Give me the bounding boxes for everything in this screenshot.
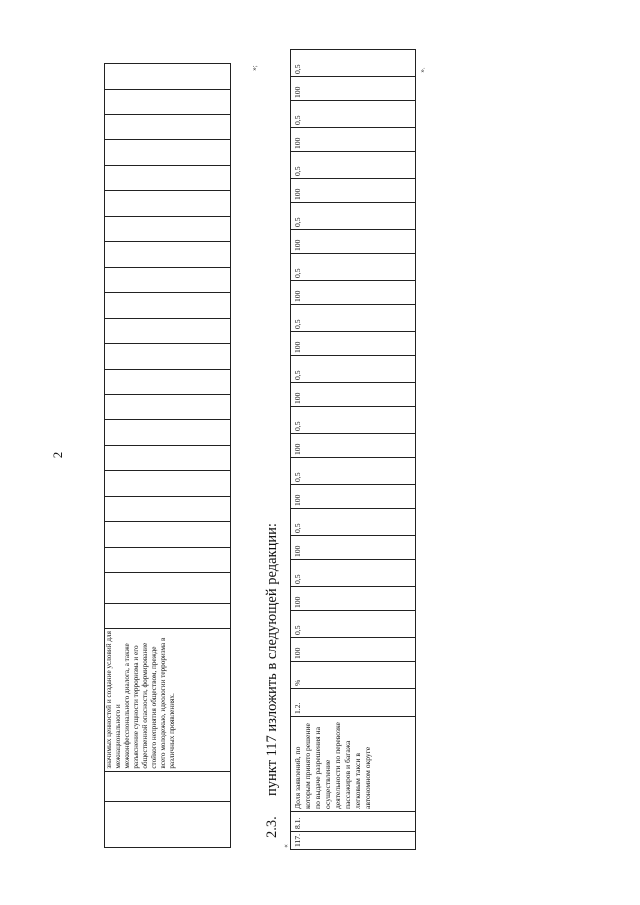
- value-cell: 0,5: [291, 305, 416, 332]
- close-quote-mark: ».: [418, 67, 427, 73]
- value-cell: 100: [291, 128, 416, 152]
- table-cell: [105, 165, 231, 190]
- table-cell: [105, 369, 231, 394]
- value-cell: 0,5: [291, 407, 416, 434]
- table-row: [105, 64, 231, 848]
- value-cell: 100: [291, 587, 416, 611]
- unit-cell: %: [291, 662, 416, 689]
- table-cell: [105, 496, 231, 521]
- end-quote-mark: »;: [250, 65, 259, 71]
- table-cell: [105, 318, 231, 343]
- table-cell: [105, 267, 231, 292]
- continuation-table: [104, 63, 231, 848]
- table-cell: [105, 547, 231, 572]
- table-row: [291, 50, 416, 850]
- value-cell: 0,5: [291, 356, 416, 383]
- heading-number: 2.3.: [264, 816, 280, 838]
- value-cell: 0,5: [291, 611, 416, 638]
- row-number: 117.: [291, 832, 416, 850]
- table-cell: [105, 420, 231, 445]
- open-quote-mark: «: [281, 844, 290, 848]
- table-cell: [105, 603, 231, 628]
- value-cell: 100: [291, 230, 416, 254]
- table-cell: [105, 471, 231, 496]
- table-cell: [105, 64, 231, 90]
- value-cell: 0,5: [291, 509, 416, 536]
- value-cell: 0,5: [291, 458, 416, 485]
- table-cell: [105, 140, 231, 165]
- indicator-name: Доля заявлений, по которым принято решение по выдаче разрешения на осуществление деятельности по перевозке пассажиров и багажа легковым такси в автономном округе: [291, 717, 416, 812]
- value-cell: 0,5: [291, 560, 416, 587]
- table-cell: [105, 771, 231, 802]
- item-117-table: [290, 49, 416, 850]
- value-cell: 100: [291, 383, 416, 407]
- value-cell: 100: [291, 332, 416, 356]
- table-cell: [105, 802, 231, 848]
- table-cell: [105, 394, 231, 419]
- page-number: 2: [50, 451, 65, 459]
- table-cell: [105, 114, 231, 139]
- value-cell: 100: [291, 536, 416, 560]
- table-cell: [105, 445, 231, 470]
- description-cell: значимых ценностей и создание условий для межнационального и межконфессионального диалога, а также разъяснение сущности терроризма и его общественной опасности, формирование стойкого неприятия обществом, прежде всего молодежью, идеологии терроризма в различных проявлениях.: [105, 629, 231, 772]
- table-cell: [105, 293, 231, 318]
- value-cell: 100: [291, 179, 416, 203]
- value-cell: 0,5: [291, 152, 416, 179]
- value-cell: 0,5: [291, 50, 416, 77]
- code-cell: 1.2.: [291, 689, 416, 717]
- subnumber: 8.1.: [291, 812, 416, 832]
- table-cell: [105, 573, 231, 604]
- value-cell: 0,5: [291, 101, 416, 128]
- table-cell: [105, 191, 231, 216]
- table-cell: [105, 522, 231, 547]
- value-cell: 0,5: [291, 203, 416, 230]
- value-cell: 100: [291, 485, 416, 509]
- value-cell: 100: [291, 77, 416, 101]
- value-cell: 100: [291, 638, 416, 662]
- table-cell: [105, 89, 231, 114]
- table-cell: [105, 216, 231, 241]
- value-cell: 100: [291, 434, 416, 458]
- value-cell: 0,5: [291, 254, 416, 281]
- table-cell: [105, 344, 231, 369]
- value-cell: 100: [291, 281, 416, 305]
- heading-text: пункт 117 изложить в следующей редакции:: [264, 523, 280, 796]
- table-cell: [105, 242, 231, 267]
- section-heading: [264, 523, 281, 838]
